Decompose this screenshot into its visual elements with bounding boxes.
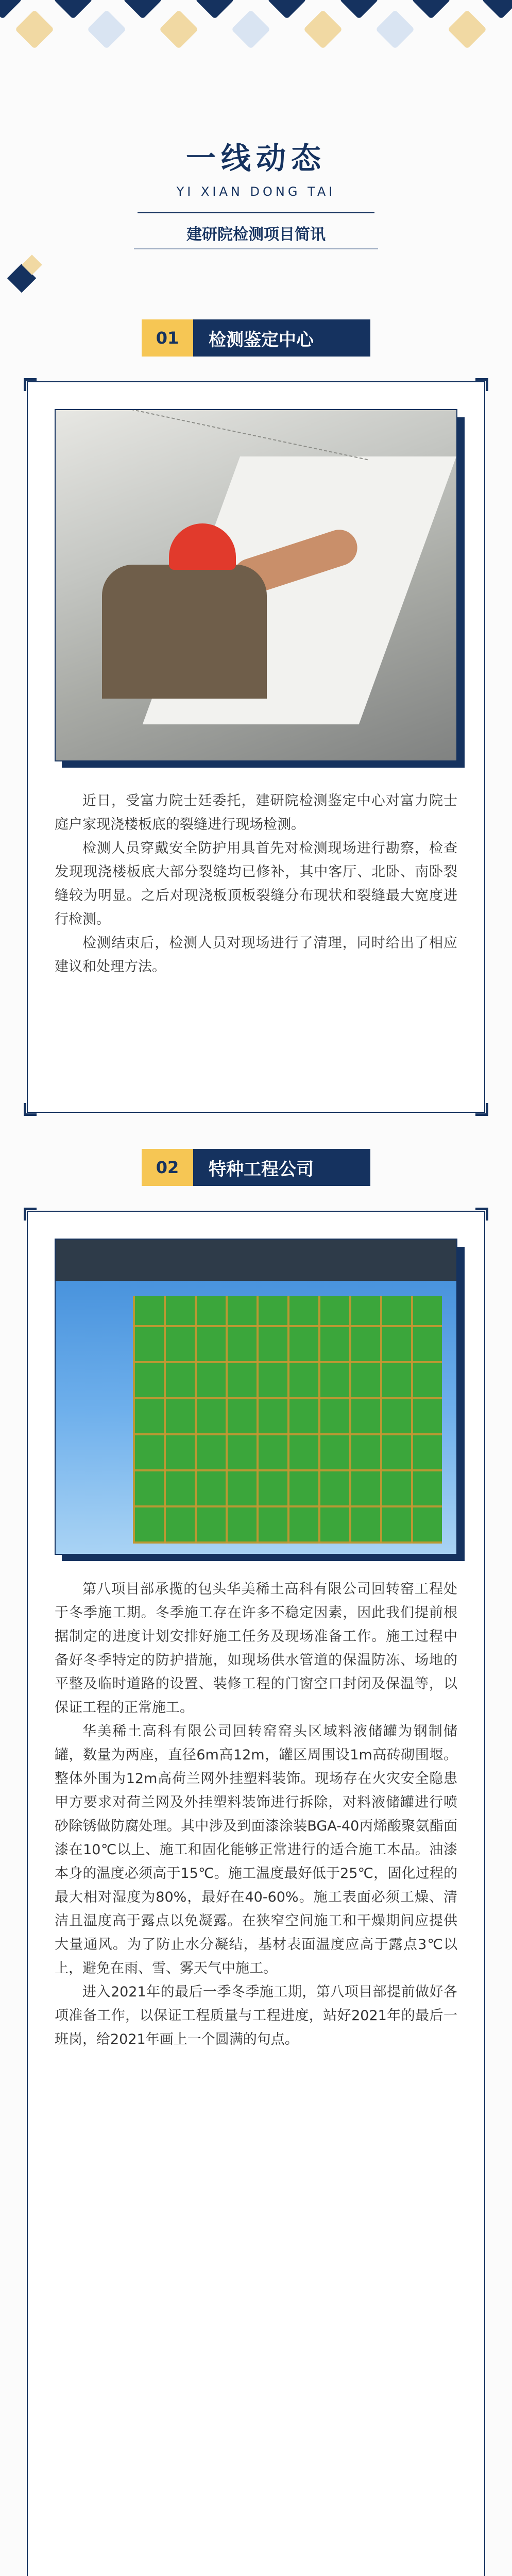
subtitle-divider [134,248,378,249]
section-title: 特种工程公司 [193,1149,370,1186]
paragraph: 近日，受富力院士廷委托，建研院检测鉴定中心对富力院士庭户家现浇楼板底的裂缝进行现场检测。 [55,793,457,833]
page-title: 一线动态 [185,141,326,176]
section-body-1 [55,789,457,979]
section-title: 检测鉴定中心 [193,319,370,357]
paragraph: 检测结束后，检测人员对现场进行了清理，同时给出了相应建议和处理方法。 [55,935,457,975]
paragraph: 第八项目部承揽的包头华美稀土高科有限公司回转窑工程处于冬季施工期。冬季施工存在许多不稳定因素，因此我们提前根据制定的进度计划安排好施工任务及现场准备工作。施工过程中备好冬季特定的防护措施，如现场供水管道的保温防冻、场地的平整及临时道路的设置、装修工程的门窗空口封闭及保温等，以保证工程的正常施工。 [55,1581,457,1716]
section-header-1 [142,319,370,357]
page-subtitle: 建研院检测项目简讯 [186,226,326,244]
paragraph: 华美稀土高科有限公司回转窑窑头区域料液储罐为钢制储罐，数量为两座，直径6m高12m，罐区周围设1m高砖砌围堰。整体外围为12m高荷兰网外挂塑料装饰。现场存在火灾安全隐患甲方要求对荷兰网及外挂塑料装饰进行拆除，对料液储罐进行喷砂除锈做防腐处理。其中涉及到面漆涂装BGA-40丙烯酸聚氨酯面漆在10℃以上、施工和固化能够正常进行的适合施工本品。油漆本身的温度必须高于15℃。施工温度最好低于25℃，固化过程的最大相对湿度为80%，最好在40-60%。施工表面必须工燥、清洁且温度高于露点以免凝露。在狭窄空间施工和干燥期间应提供大量通风。为了防止水分凝结，基材表面温度应高于露点3℃以上，避免在雨、雪、雾天气中施工。 [55,1723,457,1976]
section-card-1 [27,381,485,1113]
header-decoration [0,0,512,103]
scaffold-photo [55,1239,457,1555]
paragraph: 检测人员穿戴安全防护用具首先对检测现场进行勘察，检查发现现浇楼板底大部分裂缝均已修补，其中客厅、北卧、南卧裂缝较为明显。之后对现浇板顶板裂缝分布现状和裂缝最大宽度进行检测。 [55,840,457,927]
page-header [0,134,512,213]
section-card-2 [27,1211,485,2576]
inspection-photo [55,409,457,761]
section-number: 02 [142,1149,193,1186]
title-divider [138,212,374,213]
paragraph: 进入2021年的最后一季冬季施工期，第八项目部提前做好各项准备工作，以保证工程质量与工程进度，站好2021年的最后一班岗，给2021年画上一个圆满的句点。 [55,1984,457,2047]
page-title-pinyin: YI XIAN DONG TAI [176,184,336,199]
section-body-2 [55,1578,457,2052]
section-header-2 [142,1149,370,1186]
section-number: 01 [142,319,193,357]
